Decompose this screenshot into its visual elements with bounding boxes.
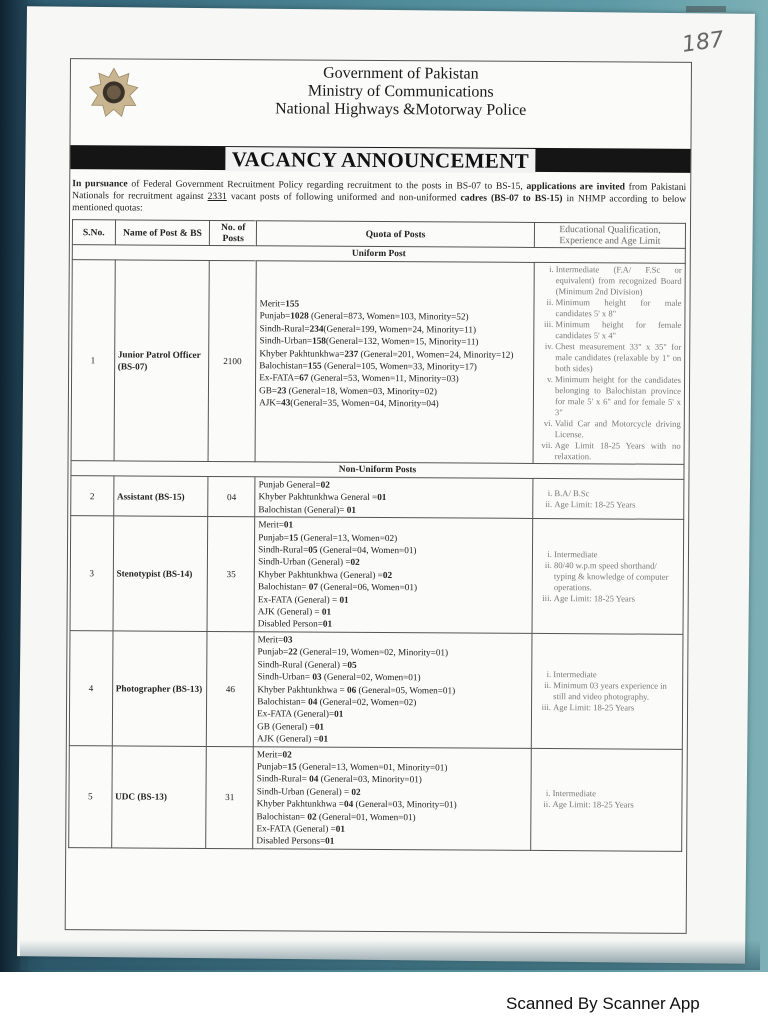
qualification-items	[534, 788, 678, 811]
post-name: Photographer (BS-13)	[112, 631, 207, 746]
quota-line	[259, 397, 530, 411]
total-vacancies: 2331	[207, 190, 227, 203]
quota-region: Ex-FATA (General)=	[257, 708, 335, 720]
quota-count: 01	[318, 733, 329, 744]
quota-count: 15	[288, 532, 299, 543]
intro-text: vacant posts of following uniformed and non-uniformed	[226, 191, 461, 204]
section-label: Uniform Post	[72, 245, 685, 264]
qualification-item: i. Intermediate	[553, 669, 679, 681]
quota-line	[257, 670, 528, 684]
quota-breakdown: (General=105, Women=33, Minority=17)	[321, 360, 477, 372]
quota-region: Khyber Pakhtunkhwa (General) =	[258, 569, 383, 580]
header-ministry: Ministry of Communications	[307, 82, 494, 101]
quota-region: Balochistan=	[257, 696, 309, 707]
quota-region: Merit=	[258, 519, 284, 530]
scanner-watermark: Scanned By Scanner App	[506, 994, 700, 1013]
number-of-posts: 46	[207, 631, 255, 746]
quota-region: AJK (General) =	[257, 733, 319, 744]
quota-region: GB (General) =	[257, 720, 315, 732]
intro-text: cadres (BS-07 to BS-15)	[460, 192, 563, 205]
quota-line	[258, 646, 529, 660]
top-edge-mark	[686, 6, 726, 12]
quota-region: Khyber Pakhtunkhwa =	[256, 798, 345, 809]
quota-region: Balochistan (General)=	[258, 504, 347, 515]
quota-line	[256, 835, 527, 849]
quota-line	[258, 503, 529, 517]
quota-count: 06	[346, 684, 357, 695]
quota-region: Punjab=	[258, 531, 290, 543]
quota-list	[254, 517, 533, 633]
header-department: National Highways &Motorway Police	[275, 100, 527, 119]
quota-breakdown: (General=201, Women=24, Minority=12)	[358, 348, 514, 360]
post-name: Assistant (BS-15)	[113, 476, 208, 517]
intro-text: from Pakistani Nationals for recruitment against	[72, 181, 687, 202]
quota-count: 01	[314, 721, 325, 732]
qualification-item: iii. Minimum height for female candidates 5' x 4"	[555, 319, 681, 342]
quota-count: 02	[382, 569, 393, 580]
qualification-item: iii. Age Limit: 18-25 Years	[553, 702, 679, 714]
title-banner	[70, 145, 690, 173]
header-sno: S.No.	[72, 220, 115, 245]
number-of-posts: 04	[208, 476, 255, 517]
intro-text: of Federal Government Recruitment Policy regarding recruitment to the posts in BS-07 to BS-15,	[127, 178, 527, 192]
quota-count: 155	[307, 360, 322, 371]
number-of-posts: 35	[207, 517, 255, 632]
quota-count: 04	[308, 696, 318, 707]
quota-list	[255, 477, 533, 519]
qualification-list	[531, 748, 683, 851]
header-post: Name of Post & BS	[115, 220, 210, 246]
section-label: Non-Uniform Posts	[71, 461, 684, 480]
qualification-items	[536, 549, 680, 605]
quota-count: 03	[312, 671, 322, 682]
qualification-list	[531, 633, 683, 749]
vacancy-table	[68, 219, 686, 852]
qualification-item: vii. Age Limit 18-25 Years with no relaxation.	[555, 440, 681, 463]
quota-count: 05	[308, 544, 318, 555]
quota-breakdown: (General=35, Women=04, Minority=04)	[290, 397, 439, 409]
quota-breakdown: (General=13, Women=02)	[298, 532, 398, 543]
quota-region: Sindh-Rural=	[258, 544, 309, 555]
table-row	[69, 630, 683, 748]
quota-count: 02	[307, 811, 317, 822]
quota-list	[253, 746, 531, 850]
qualification-items	[537, 264, 682, 463]
number-of-posts: 31	[206, 746, 253, 849]
quota-count: 23	[277, 385, 287, 396]
quota-region: Khyber Pakhtunkhwa =	[257, 683, 348, 695]
quota-region: Khyber Pakhtunkhwa General =	[258, 491, 378, 503]
serial-number: 4	[69, 630, 112, 745]
quota-region: Merit=	[256, 748, 283, 759]
qualification-item: i. B.A/ B.Sc	[554, 488, 680, 500]
quota-region: Merit=	[257, 634, 284, 645]
quota-count: 01	[322, 619, 333, 630]
qualification-list	[533, 262, 685, 464]
quota-region: Sindh-Rural (General) =	[257, 658, 348, 670]
qualification-item: iii. Age Limit: 18-25 Years	[554, 593, 680, 605]
quota-line	[258, 618, 529, 632]
quota-breakdown: (General=873, Women=103, Minority=52)	[308, 310, 469, 322]
quota-region: Ex-FATA (General) =	[257, 593, 340, 605]
post-name: Stenotypist (BS-14)	[113, 516, 208, 631]
qualification-item: iv. Chest measurement 33" x 35" for male candidates (relaxable by 1" on both sides)	[555, 341, 681, 375]
quota-count: 237	[344, 348, 359, 359]
quota-count: 1028	[290, 310, 309, 321]
quota-region: Ex-FATA (General) =	[256, 823, 336, 834]
qualification-item: i. Intermediate	[554, 549, 680, 561]
quota-count: 03	[283, 634, 293, 645]
quota-count: 15	[287, 761, 297, 772]
quota-region: Ex-FATA=	[259, 372, 300, 383]
quota-line	[259, 334, 530, 348]
qualification-item: ii. 80/40 w.p.m speed shorthand/ typing & knowledge of computer operations.	[554, 560, 680, 594]
quota-region: Punjab=	[256, 761, 288, 772]
quota-breakdown: (General=06, Women=01)	[317, 581, 418, 593]
intro-text: applications are invited	[526, 180, 625, 193]
quota-breakdown: (General=01, Women=01)	[316, 811, 416, 822]
qualification-item: vi. Valid Car and Motorcycle driving License.	[555, 418, 681, 441]
header-government: Government of Pakistan	[323, 64, 479, 83]
qualification-item: i. Intermediate (F.A/ F.Sc or equivalent) from recognized Board (Minimum 2nd Division)	[556, 264, 682, 298]
quota-breakdown: (General=02, Women=02)	[317, 696, 417, 708]
qualification-item: ii. Minimum height for male candidates 5' x 8"	[555, 297, 681, 320]
quota-region: Sindh-Urban (General) =	[256, 786, 352, 797]
quota-region: Sindh-Urban=	[257, 671, 313, 682]
quota-region: Disabled Person=	[257, 618, 323, 630]
quota-region: Disabled Persons=	[256, 835, 326, 847]
quota-count: 02	[351, 786, 361, 797]
intro-paragraph	[72, 178, 686, 218]
quota-breakdown: (General=05, Women=01)	[356, 684, 456, 695]
table-row	[70, 516, 684, 634]
quota-breakdown: (General=03, Minority=01)	[353, 799, 457, 810]
quota-count: 01	[335, 823, 345, 834]
qualification-list	[533, 478, 684, 519]
quota-count: 02	[282, 748, 292, 759]
quota-count: 234	[309, 323, 324, 334]
quota-line	[257, 732, 528, 746]
vacancy-document	[65, 58, 692, 934]
paper-shadow	[20, 940, 760, 970]
quota-count: 01	[325, 836, 335, 847]
serial-number: 1	[71, 260, 115, 461]
qualification-item: ii. Age Limit: 18-25 Years	[554, 499, 680, 511]
quota-count: 04	[343, 798, 354, 810]
quota-region: Balochistan=	[256, 810, 308, 822]
post-name: Junior Patrol Officer (BS-07)	[114, 260, 210, 462]
quota-region: Punjab=	[259, 310, 291, 321]
quota-breakdown: (General=03, Minority=01)	[318, 773, 422, 785]
quota-count: 02	[350, 557, 360, 568]
quota-breakdown: (General=04, Women=01)	[317, 544, 417, 556]
quota-region: Sindh-Rural=	[256, 773, 310, 784]
quota-count: 02	[320, 479, 330, 490]
quota-count: 01	[321, 606, 332, 617]
quota-breakdown: (General=199, Women=24, Minority=11)	[323, 323, 477, 335]
quota-region: GB=	[259, 385, 278, 396]
quota-region: Sindh-Urban (General) =	[258, 556, 351, 568]
serial-number: 3	[70, 516, 113, 631]
quota-breakdown: (General=18, Women=03, Minority=02)	[286, 385, 437, 397]
serial-number: 2	[71, 476, 114, 516]
quota-line	[258, 581, 529, 595]
qualification-item: ii. Minimum 03 years experience in still and video photography.	[553, 680, 679, 703]
intro-text: In pursuance	[72, 178, 128, 190]
qualification-item: ii. Age Limit: 18-25 Years	[552, 799, 678, 811]
document-title: VACANCY ANNOUNCEMENT	[226, 147, 535, 173]
table-row	[71, 476, 684, 520]
qualification-items	[536, 488, 680, 511]
quota-region: Khyber Pakhtunkhwa=	[259, 347, 345, 359]
quota-count: 05	[347, 659, 357, 670]
quota-region: Sindh-Rural=	[259, 323, 310, 334]
header-quota: Quota of Posts	[257, 221, 535, 248]
quota-count: 67	[299, 372, 309, 384]
header-num-posts: No. of Posts	[210, 220, 257, 245]
quota-region: Merit=	[259, 298, 286, 309]
table-row	[69, 745, 683, 851]
quota-line	[257, 797, 528, 811]
quota-breakdown: (General=02, Women=01)	[321, 671, 421, 683]
number-of-posts: 2100	[208, 260, 256, 461]
table-header-row	[72, 220, 685, 249]
handwritten-page-number: 187	[680, 27, 726, 58]
header-qualification: Educational Qualification, Experience and Age Limit	[534, 222, 685, 248]
intro-text: in NHMP according to below mentioned quotas:	[72, 193, 687, 214]
quota-count: 01	[346, 504, 357, 515]
qualification-items	[535, 669, 679, 714]
quota-breakdown: (General=53, Women=11, Minority=03)	[308, 373, 459, 384]
quota-count: 158	[312, 335, 326, 346]
quota-list	[253, 632, 532, 748]
quota-list	[255, 261, 534, 464]
quota-count: 01	[283, 519, 294, 530]
quota-region: AJK (General) =	[257, 606, 322, 617]
quota-breakdown: (General=13, Women=01, Minority=01)	[296, 761, 448, 773]
quota-count: 01	[377, 492, 387, 503]
document-header	[71, 63, 691, 121]
qualification-item: v. Minimum height for the candidates belonging to Balochistan province for male 5' x 6" and for female 5' x 3"	[555, 374, 681, 419]
quota-count: 22	[288, 646, 298, 657]
quota-breakdown: (General=19, Women=02, Minority=01)	[297, 646, 449, 658]
quota-count: 43	[281, 397, 291, 408]
quota-region: AJK=	[259, 397, 282, 408]
quota-count: 01	[334, 709, 344, 720]
quota-count: 04	[309, 773, 319, 784]
quota-region: Balochistan=	[257, 581, 309, 592]
quota-breakdown: (General=132, Women=15, Minority=11)	[325, 335, 479, 347]
quota-count: 01	[339, 594, 349, 605]
quota-count: 07	[308, 581, 319, 592]
quota-count: 155	[285, 298, 300, 309]
qualification-item: i. Intermediate	[553, 788, 679, 800]
quota-region: Punjab=	[257, 646, 289, 657]
table-row	[71, 260, 685, 465]
qualification-list	[532, 519, 684, 635]
serial-number: 5	[69, 745, 112, 848]
post-name: UDC (BS-13)	[111, 745, 206, 848]
quota-region: Punjab General=	[258, 479, 321, 490]
quota-region: Sindh-Urban=	[259, 335, 313, 346]
quota-region: Balochistan=	[259, 360, 308, 371]
